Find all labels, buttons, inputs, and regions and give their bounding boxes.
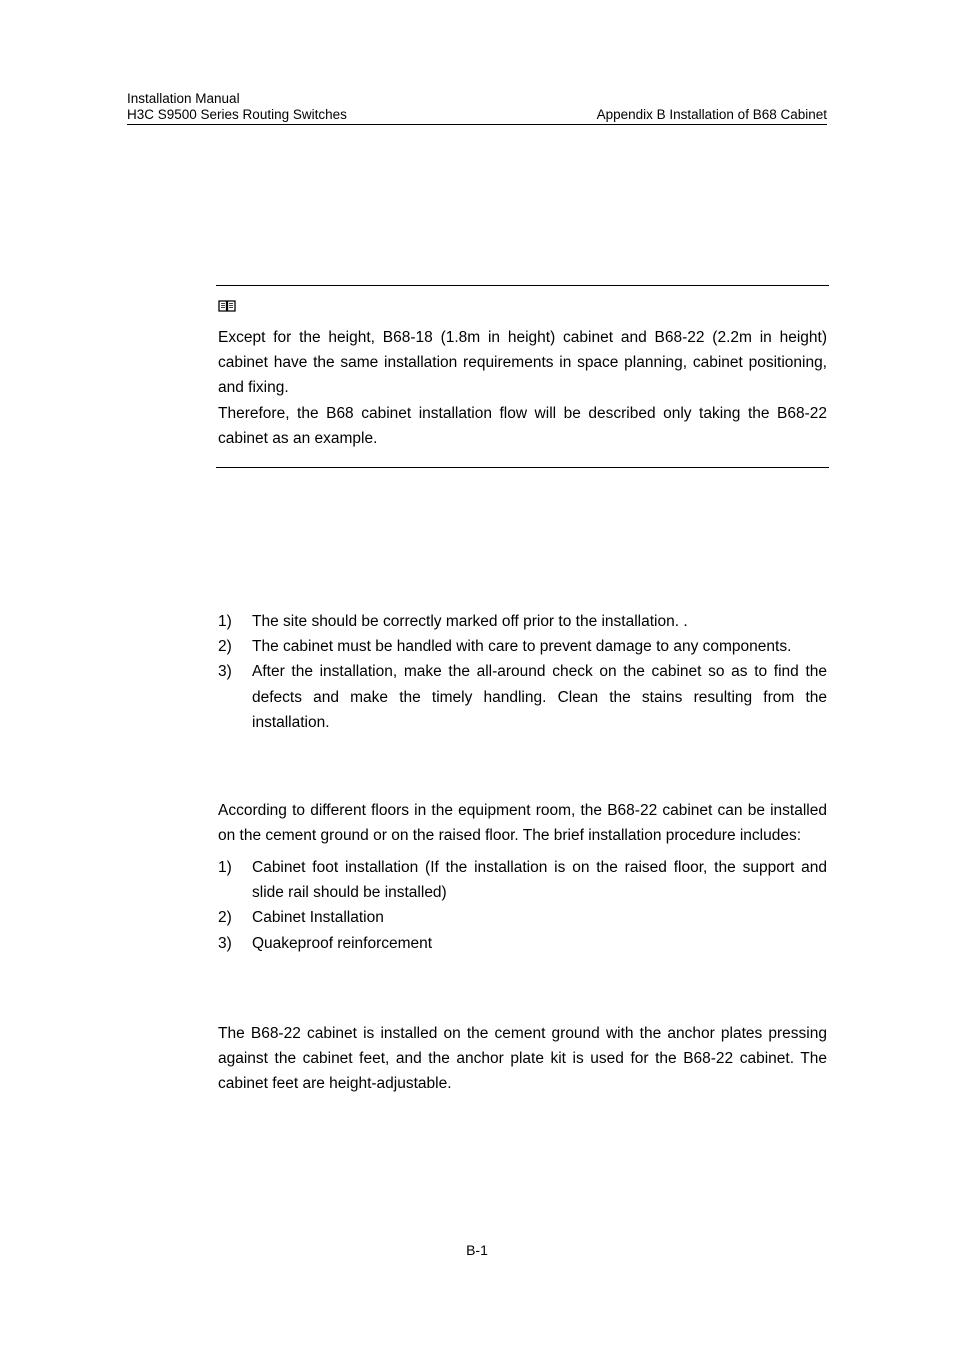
note-paragraph: Except for the height, B68-18 (1.8m in height) cabinet and B68-22 (2.2m in height) cabinet have the same installation requirements in space planning, cabinet positioning, and fixing. (218, 329, 827, 397)
list-item (218, 855, 827, 905)
list-number: 3) (218, 934, 232, 952)
list-number: 1) (218, 859, 232, 876)
procedure-intro: According to different floors in the equipment room, the B68-22 cabinet can be installed on the cement ground or on the raised floor. The brief installation procedure includes: (218, 802, 827, 845)
list-text: After the installation, make the all-around check on the cabinet so as to find the defects and make the timely handling. Clean the stains resulting from the installation. (252, 663, 827, 731)
procedure-steps-list (218, 855, 827, 956)
page-number: B-1 (466, 1242, 488, 1258)
book-icon (218, 299, 236, 313)
list-number: 1) (218, 613, 232, 630)
list-item (218, 931, 827, 956)
header-manual-title: Installation Manual (127, 91, 240, 106)
list-item (218, 609, 827, 634)
header-chapter-title: Appendix B Installation of B68 Cabinet (596, 107, 827, 122)
list-text: Quakeproof reinforcement (252, 934, 433, 952)
header-rule (127, 124, 827, 125)
note-bottom-rule (216, 467, 829, 468)
list-text: Cabinet foot installation (If the installation is on the raised floor, the support and slide rail should be installed) (252, 859, 827, 902)
note-top-rule (216, 285, 829, 286)
list-item (218, 905, 827, 930)
list-text: Cabinet Installation (252, 909, 384, 927)
cement-ground-paragraph: The B68-22 cabinet is installed on the cement ground with the anchor plates pressing against the cabinet feet, and the anchor plate kit is used for the B68-22 cabinet. The cabinet feet are height-adjustable. (218, 1025, 827, 1093)
precautions-list (218, 609, 827, 735)
list-number: 2) (218, 909, 232, 927)
list-item (218, 634, 827, 659)
list-text: The site should be correctly marked off prior to the installation. . (252, 613, 688, 630)
list-text: The cabinet must be handled with care to prevent damage to any components. (252, 638, 792, 656)
list-item (218, 659, 827, 735)
note-paragraph: Therefore, the B68 cabinet installation flow will be described only taking the B68-22 cabinet as an example. (218, 404, 827, 447)
header-product-name: H3C S9500 Series Routing Switches (127, 107, 347, 122)
list-number: 2) (218, 638, 232, 656)
note-body (218, 325, 827, 451)
list-number: 3) (218, 663, 232, 681)
